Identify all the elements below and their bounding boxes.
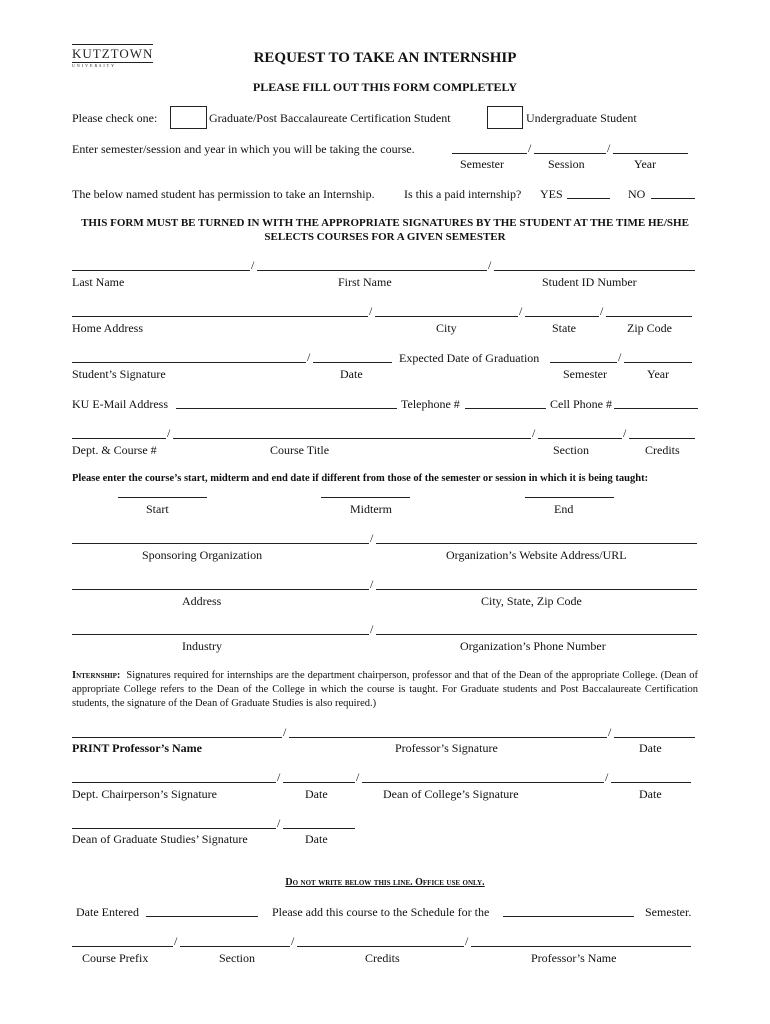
email-field[interactable] — [176, 408, 397, 409]
grad-semester-field[interactable] — [550, 362, 617, 363]
no-label: NO — [628, 187, 646, 201]
semester-prompt: Enter semester/session and year in which you will be taking the course. — [72, 142, 415, 156]
state-field[interactable] — [525, 316, 599, 317]
end-date-field[interactable] — [525, 497, 614, 498]
separator: / — [532, 426, 536, 440]
date-entered-field[interactable] — [146, 916, 258, 917]
chair-date-label: Date — [305, 787, 328, 801]
logo-name: KUTZTOWN — [72, 46, 154, 61]
org-phone-label: Organization’s Phone Number — [460, 639, 606, 653]
section-field[interactable] — [538, 438, 622, 439]
undergrad-checkbox[interactable] — [487, 106, 523, 129]
separator: / — [370, 622, 374, 636]
first-name-field[interactable] — [257, 270, 487, 271]
separator: / — [600, 304, 604, 318]
year-label: Year — [634, 157, 657, 171]
internship-note — [72, 669, 698, 711]
org-city-state-zip-label: City, State, Zip Code — [481, 594, 582, 608]
separator: / — [528, 141, 532, 155]
permission-text: The below named student has permission to take an Internship. — [72, 187, 375, 201]
org-city-state-zip-field[interactable] — [376, 589, 697, 590]
telephone-label: Telephone # — [401, 397, 460, 411]
dean-grad-signature-field[interactable] — [72, 828, 276, 829]
internship-note-text: Signatures required for internships are the department chairperson, professor and that of the Dean of the appropriate College. (Dean of appropriate College refers to the Dean of the College in which the course is taught. For Graduate students and Post Baccalaureate Certification students, the signature of the Dean of Graduate Studies is also required.) — [72, 670, 698, 709]
office-credits-field[interactable] — [297, 946, 464, 947]
home-address-label: Home Address — [72, 321, 143, 335]
semester-field[interactable] — [452, 153, 527, 154]
form-subtitle: PLEASE FILL OUT THIS FORM COMPLETELY — [252, 80, 518, 94]
session-field[interactable] — [534, 153, 606, 154]
website-field[interactable] — [376, 543, 697, 544]
org-address-label: Address — [182, 594, 222, 608]
course-prefix-label: Course Prefix — [82, 951, 149, 965]
chair-signature-label: Dept. Chairperson’s Signature — [72, 787, 217, 801]
dean-college-date-label: Date — [639, 787, 662, 801]
grad-year-label: Year — [647, 367, 670, 381]
org-address-field[interactable] — [72, 589, 369, 590]
chair-signature-field[interactable] — [72, 782, 276, 783]
email-label: KU E-Mail Address — [72, 397, 168, 411]
semester-label: Semester — [460, 157, 504, 171]
logo-subname: UNIVERSITY — [72, 62, 153, 68]
internship-note-lead: Internship: — [72, 670, 121, 681]
start-date-field[interactable] — [118, 497, 207, 498]
separator: / — [291, 934, 295, 948]
office-section-label: Section — [219, 951, 255, 965]
no-field[interactable] — [651, 198, 695, 199]
office-use-warning: Do not write below this line. Office use only. — [285, 877, 485, 888]
separator: / — [465, 934, 469, 948]
notice-line-1: THIS FORM MUST BE TURNED IN WITH THE APPROPRIATE SIGNATURES BY THE STUDENT AT THE TIME HE/SHE — [81, 217, 689, 229]
grad-semester-label: Semester — [563, 367, 607, 381]
office-credits-label: Credits — [365, 951, 400, 965]
industry-label: Industry — [182, 639, 222, 653]
midterm-date-field[interactable] — [321, 497, 410, 498]
professor-date-label: Date — [639, 741, 662, 755]
dates-instruction: Please enter the course’s start, midterm and end date if different from those of the semester or session in which it is being taught: — [72, 473, 649, 484]
form-title: REQUEST TO TAKE AN INTERNSHIP — [253, 50, 517, 66]
dean-college-signature-field[interactable] — [362, 782, 604, 783]
grad-year-field[interactable] — [624, 362, 692, 363]
separator: / — [251, 258, 255, 272]
graduate-option-label: Graduate/Post Baccalaureate Certification Student — [209, 111, 451, 125]
dean-college-date-field[interactable] — [611, 782, 691, 783]
date-entered-label: Date Entered — [76, 905, 139, 919]
home-address-field[interactable] — [72, 316, 368, 317]
dean-college-signature-label: Dean of College’s Signature — [383, 787, 519, 801]
city-field[interactable] — [375, 316, 518, 317]
professor-signature-label: Professor’s Signature — [395, 741, 498, 755]
professor-date-field[interactable] — [614, 737, 695, 738]
separator: / — [519, 304, 523, 318]
check-prompt: Please check one: — [72, 111, 158, 125]
telephone-field[interactable] — [465, 408, 546, 409]
student-date-field[interactable] — [313, 362, 392, 363]
section-label: Section — [553, 443, 589, 457]
separator: / — [370, 577, 374, 591]
separator: / — [356, 770, 360, 784]
course-prefix-field[interactable] — [72, 946, 173, 947]
separator: / — [607, 141, 611, 155]
undergrad-option-label: Undergraduate Student — [526, 111, 637, 125]
expected-grad-label: Expected Date of Graduation — [399, 351, 540, 365]
print-professor-label: PRINT Professor’s Name — [72, 741, 202, 755]
credits-field[interactable] — [629, 438, 695, 439]
state-label: State — [552, 321, 576, 335]
student-id-label: Student ID Number — [542, 275, 637, 289]
yes-label: YES — [540, 187, 563, 201]
sponsor-label: Sponsoring Organization — [142, 548, 263, 562]
city-label: City — [436, 321, 457, 335]
zip-field[interactable] — [606, 316, 692, 317]
separator: / — [370, 531, 374, 545]
industry-field[interactable] — [72, 634, 369, 635]
separator: / — [608, 725, 612, 739]
midterm-label: Midterm — [350, 502, 392, 516]
dept-course-label: Dept. & Course # — [72, 443, 157, 457]
last-name-label: Last Name — [72, 275, 125, 289]
separator: / — [369, 304, 373, 318]
professor-name-field[interactable] — [72, 737, 282, 738]
dean-grad-date-field[interactable] — [283, 828, 355, 829]
separator: / — [277, 816, 281, 830]
org-phone-field[interactable] — [376, 634, 697, 635]
cell-label: Cell Phone # — [550, 397, 612, 411]
last-name-field[interactable] — [72, 270, 250, 271]
course-title-label: Course Title — [270, 443, 330, 457]
dean-grad-date-label: Date — [305, 832, 328, 846]
website-label: Organization’s Website Address/URL — [446, 548, 627, 562]
end-label: End — [554, 502, 574, 516]
course-title-field[interactable] — [173, 438, 531, 439]
professor-signature-field[interactable] — [289, 737, 607, 738]
dean-grad-signature-label: Dean of Graduate Studies’ Signature — [72, 832, 248, 846]
add-course-label: Please add this course to the Schedule for the — [272, 905, 490, 919]
separator: / — [283, 725, 287, 739]
student-id-field[interactable] — [494, 270, 695, 271]
office-professor-label: Professor’s Name — [531, 951, 617, 965]
student-signature-label: Student’s Signature — [72, 367, 166, 381]
separator: / — [277, 770, 281, 784]
session-label: Session — [548, 157, 585, 171]
office-section-field[interactable] — [180, 946, 290, 947]
student-date-label: Date — [340, 367, 363, 381]
credits-label: Credits — [645, 443, 680, 457]
separator: / — [618, 350, 622, 364]
separator: / — [167, 426, 171, 440]
separator: / — [307, 350, 311, 364]
separator: / — [488, 258, 492, 272]
year-field[interactable] — [613, 153, 688, 154]
student-signature-field[interactable] — [72, 362, 306, 363]
office-professor-field[interactable] — [471, 946, 691, 947]
cell-field[interactable] — [614, 408, 698, 409]
graduate-checkbox[interactable] — [170, 106, 207, 129]
separator: / — [174, 934, 178, 948]
yes-field[interactable] — [567, 198, 610, 199]
first-name-label: First Name — [338, 275, 392, 289]
schedule-semester-field[interactable] — [503, 916, 634, 917]
start-label: Start — [146, 502, 169, 516]
sponsor-field[interactable] — [72, 543, 369, 544]
zip-label: Zip Code — [627, 321, 672, 335]
separator: / — [605, 770, 609, 784]
separator: / — [623, 426, 627, 440]
notice-line-2: SELECTS COURSES FOR A GIVEN SEMESTER — [264, 231, 506, 243]
dept-course-field[interactable] — [72, 438, 166, 439]
semester-end-label: Semester. — [645, 905, 692, 919]
paid-question: Is this a paid internship? — [404, 187, 522, 201]
chair-date-field[interactable] — [283, 782, 355, 783]
